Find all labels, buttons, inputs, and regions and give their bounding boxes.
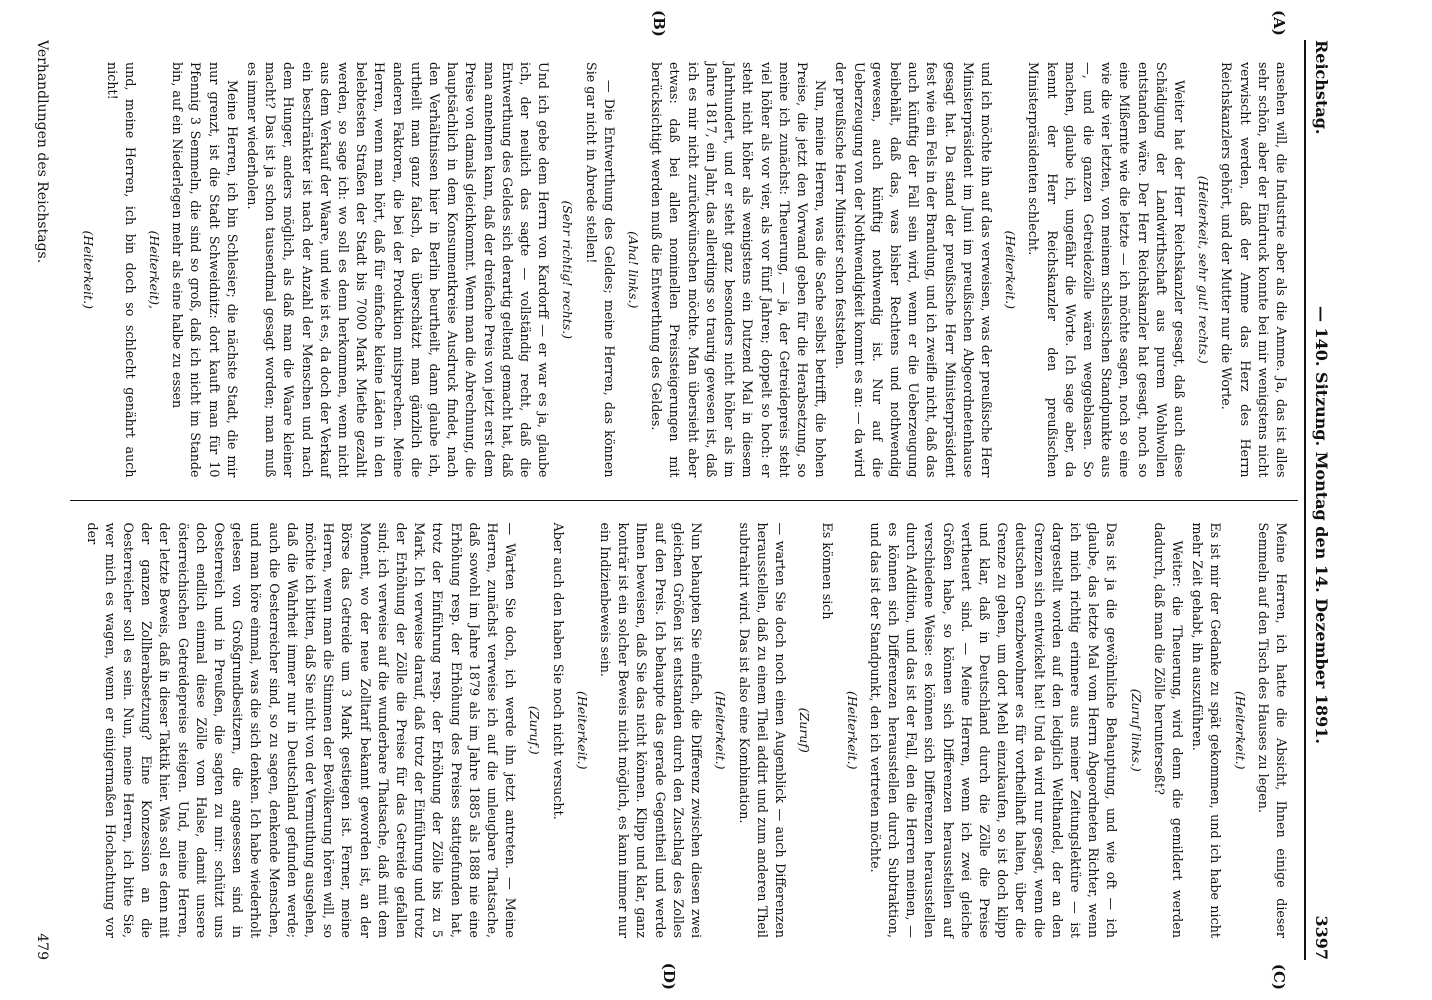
interjection: (Heiterkeit.) — [1232, 691, 1248, 770]
interjection: (Zuruf) — [797, 707, 813, 753]
interjection: (Heiterkeit), — [147, 230, 163, 309]
paragraph: Es ist mir der Gedanke zu spät gekommen, und ich habe nicht mehr Zeit gehabt, ihn auszuführen. — [1190, 522, 1224, 938]
header-left: Reichstag. — [1312, 40, 1331, 135]
footer-sheet-number: 479 — [34, 933, 50, 960]
interjection: (Zuruf.) — [527, 705, 543, 755]
paragraph: Meine Herren, ich bin Schlesier; die nächste Stadt, die mir nur grenzt, ist die Stadt Schweidnitz: dort kauft man für 10 Pfennig 3 Semmeln, die sind so groß, daß ich nicht im Stande bin, auf ein Niederlegen mehr als eine halbe zu essen — [170, 62, 240, 478]
interjection: (Heiterkeit.) — [1003, 230, 1019, 309]
header-title: — 140. Sitzung. Montag den 14. Dezember 1891. — [1312, 305, 1331, 744]
page-footer — [30, 40, 54, 960]
margin-letter-d: (D) — [660, 962, 678, 990]
interjection: (Sehr richtig! rechts.) — [560, 200, 576, 340]
paragraph: Und ich gebe dem Herrn von Kardorff — er war es ja, glaube ich, der neulich das sagte — vollständig recht, daß die Entwerthung des Geldes sich derartig geltend gemacht hat, daß man annehmen kann, daß der dreifache Preis von jetzt erst dem Preise von damals gleichkommt. Wenn man die Abrechnung, die hauptsächlich in dem Konsumentkreise Ausdruck findet, nach den Verhältnissen hier in Berlin beurtheilt, dann glaube ich, urtheilt man ganz falsch, da überschätzt man gänzlich die anderen Faktoren, die bei der Produktion mitsprechen. Meine Herren, wenn man hört, daß für einfache kleine Läden in den belebtesten Straßen der Stadt bis 7000 Mark Miethe gezahlt werden, so sage ich: wo soll es denn herkommen, wenn nicht aus dem Verkauf der Waare, und wie ist es, da doch der Verkauf ein beschränkter ist nach der Anzahl der Menschen und nach dem Hunger, anders möglich, als daß man die Waare kleiner macht? Das ist ja schon tausendmal gesagt worden; man muß es immer wiederholen. — [245, 62, 552, 478]
page-number: 3397 — [1312, 915, 1331, 960]
left-column — [70, 10, 1298, 500]
right-column — [70, 500, 1298, 990]
interjection: (Zuruf links.) — [1128, 688, 1144, 772]
paragraph: — Warten Sie doch, ich werde ihn jetzt antreten. — Meine Herren, zunächst verweise ich auf die unleugbare Thatsache, daß sowohl im Jahre 1879 als im Jahre 1885 als 1888 nie eine Erhöhung resp. der Erhöhung des Preises stattgefunden hat, trotz der Einführung resp. der Erhöhung der Zölle bis zu 5 Mark. Ich verweise darauf, daß trotz der Einführung und trotz der Erhöhung der Zölle die Preise für das Getreide gefallen sind; ich verweise auf die wunderbare Thatsache, daß mit dem Moment, wo der neue Zolltarif bekannt geworden ist, an der Börse das Getreide um 3 Mark gestiegen ist. Ferner, meine Herren, wenn man die Stimmen der Bevölkerung hören will, so möchte ich bitten, daß Sie nicht von der Vermuthung ausgehen, daß die Wahrheit immer nur in Deutschland gefunden werde; auch die Oesterreicher sind, so zu sagen, denkende Menschen, und man höre einmal, was die sich denken. Ich habe wiederholt gelesen von Großgrundbesitzern, die angesessen sind in Oesterreich und in Preußen, die sagten zu mir: schützt uns doch endlich einmal diese Zölle vom Halse, damit unsere österreichischen Getreidepreise steigen. Und, meine Herren, der letzte Beweis, daß in dieser Taktik hier. Was soll es denn mit der ganzen Zollherabsetzung? Eine Konzession an die Oesterreicher soll es sein. Nun, meine Herren, ich bitte Sie, wer mich es wagen, wenn er einigermaßen Hochachtung vor der — [84, 522, 519, 938]
paragraph: Das ist ja die gewöhnliche Behauptung, und wie oft — ich glaube, das letzte Mal vom Herrn Abgeordneten Richter, wenn ich mich richtig erinnere aus meiner Zeitungslektüre — ist dargestellt worden auf den lediglich Welthandel, der an den Grenzen sich entwickelt hat! Und da wird nur gesagt, wenn die deutschen Grenzbewohner es für vortheilhaft halten, über die Grenze zu gehen, um dort Mehl einzukaufen, so ist doch klipp und klar, daß in Deutschland durch die Zölle die Preise vertheuert sind. — Meine Herren, wenn ich zwei gleiche Größen habe, so können sich Differenzen herausstellen auf verschiedene Weise: es können sich Differenzen herausstellen durch Addition, und das ist der Fall, den die Herren meinen, — es können sich Differenzen herausstellen durch Subtraktion, und das ist der Standpunkt, den ich vertreten möchte. — [867, 522, 1120, 938]
margin-letter-c: (C) — [1270, 963, 1288, 990]
margin-letter-a: (A) — [1270, 10, 1288, 36]
paragraph: Es können sich — [820, 522, 836, 620]
paragraph: und, meine Herren, ich bin doch so schlecht genährt auch nicht! — [104, 62, 138, 478]
paragraph: Nun behaupten Sie einfach, die Differenz zwischen diesen zwei gleichen Größen ist entstanden durch den Zuschlag des Zolles auf den Preis. Ich behaupte das gerade Gegentheil und werde Ihnen beweisen, daß Sie das nicht können. Klipp und klar, ganz konträr ist ein solcher Beweis nicht möglich, es kann immer nur ein Indizienbeweis sein. — [598, 522, 705, 938]
interjection: (Heiterkeit.) — [844, 691, 860, 770]
page-header — [1304, 40, 1342, 960]
paragraph: — warten Sie doch noch einen Augenblick — auch Differenzen herausstellen, daß zu einem Theil addirt und zum anderen Theil subtrahirt wird. Das ist also eine Kombination. — [736, 522, 788, 938]
paragraph: Nun, meine Herren, was die Sache selbst betrifft, die hohen Preise, die jetzt den Vorwand geben für die Herabsetzung, so meine ich zunächst: Theuerung, — ja, der Getreidepreis steht viel höher als vor vier, als vor fünf Jahren; doppelt so hoch: er steht nicht höher als wenigstens ein Dutzend Mal in diesem Jahrhundert, und er steht ganz besonders nicht höher als im Jahre 1817, ein Jahr, das allerdings so traurig gewesen ist, daß ich es mir nicht zurückwünschen möchte. Man übersieht aber etwas: daß bei allen nominellen Preissteigerungen mit berücksichtigt werden muß die Entwerthung des Geldes. — [649, 62, 829, 478]
interjection: (Heiterkeit.) — [81, 230, 97, 309]
paragraph: — Die Entwerthung des Geldes; meine Herren, das können Sie gar nicht in Abrede stellen! — [583, 62, 617, 478]
paragraph: Meine Herren, ich hatte die Absicht, Ihnen einige dieser Semmeln auf den Tisch des Hauses zu legen. — [1255, 522, 1289, 938]
text-columns — [70, 10, 1298, 990]
paragraph: und ich möchte ihn auf das verweisen, was der preußische Herr Ministerpräsident im Juni im preußischen Abgeordnetenhause gesagt hat. Da stand der preußische Herr Ministerpräsident fest wie ein Fels in der Brandung, und ich zweifle nicht, daß das auch künftig der Fall sein wird, wenn er die Ueberzeugung beibehält, daß das, was bisher Rechtens und nothwendig gewesen, auch künftig nothwendig ist. Nur auf die Ueberzeugung von der Nothwendigkeit kommt es an: — da wird der preußische Herr Minister schon feststehen. — [833, 62, 994, 478]
paragraph: Weiter: die Theuerung, wird denn die gemildert werden dadurch, daß man die Zölle herunterseßt? — [1151, 522, 1185, 938]
interjection: (Heiterkeit.) — [574, 691, 590, 770]
footer-source: Verhandlungen des Reichstags. — [34, 40, 50, 264]
paragraph: Weiter hat der Herr Reichskanzler gesagt, daß auch diese Schädigung der Landwirthschaft aus purem Wohlwollen entstanden wäre. Der Herr Reichskanzler hat gesagt, noch so eine Mißernte wie die letzte — ich möchte sagen, noch so eine wie die vier letzten, von meinem schlesischen Standpunkte aus —, und die ganzen Getreidezölle wären weggeblasen. So machen, glaube ich, ungefähr die Worte. Ich sage aber, da kennt der Herr Reichskanzler den preußischen Ministerpräsidenten schlecht. — [1026, 62, 1187, 478]
paragraph: Aber auch den haben Sie noch nicht versucht. — [550, 522, 566, 820]
interjection: (Heiterkeit, sehr gut! rechts.) — [1196, 175, 1212, 364]
interjection: (Heiterkeit.) — [713, 691, 729, 770]
margin-letter-b: (B) — [650, 10, 668, 37]
interjection: (Aha! links.) — [626, 231, 642, 309]
paragraph: ansehen will, die Industrie aber als die Amme. Ja, das ist alles sehr schön, aber der Eindruck konnte bei mir wenigstens nicht verwischt werden, daß der Amme das Herz des Herrn Reichskanzlers gehört, und der Mutter nur die Worte. — [1219, 62, 1289, 478]
